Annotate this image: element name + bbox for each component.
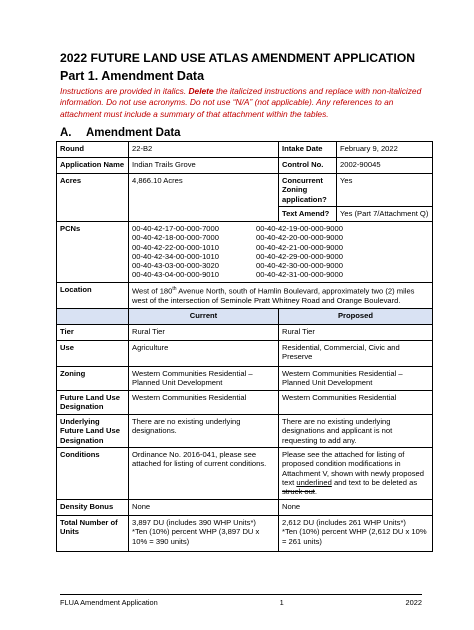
future-land-use-current: Western Communities Residential	[129, 391, 279, 415]
table-row	[57, 325, 433, 341]
section-letter: A.	[60, 127, 72, 139]
pcns-label: PCNs	[57, 222, 129, 283]
footer-left: FLUA Amendment Application	[60, 598, 158, 607]
conditions-current: Ordinance No. 2016-041, please see attached for listing of current conditions.	[129, 448, 279, 500]
conditions-struck: struck out	[282, 487, 315, 497]
pcn-item: 00-40-42-29-00-000-9000	[256, 251, 343, 261]
conditions-underlined: underlined	[296, 477, 332, 487]
concurrent-zoning-value: Yes	[337, 174, 433, 207]
total-units-proposed	[279, 516, 433, 552]
tier-current: Rural Tier	[129, 325, 279, 341]
text-amend-value: Yes (Part 7/Attachment Q)	[337, 207, 433, 222]
proposed-column-header: Proposed	[279, 309, 433, 325]
future-land-use-proposed: Western Communities Residential	[279, 391, 433, 415]
conditions-text-a: Please see the attached for listing of proposed condition modifications in Attachment V, shown with newly proposed text	[282, 450, 424, 487]
header-blank-cell	[57, 309, 129, 325]
round-value: 22-B2	[129, 142, 279, 158]
instructions-post: the italicized instructions and replace with non-italicized information. Do not use acronyms. Do not use “N/A” (not applicable). Any references to an attachment must include a summary of that attachment within the tables.	[60, 86, 422, 119]
location-value	[129, 283, 433, 309]
current-column-header: Current	[129, 309, 279, 325]
table-row	[57, 158, 433, 174]
conditions-text-c: .	[314, 487, 318, 497]
density-bonus-current: None	[129, 500, 279, 516]
page-footer	[60, 594, 422, 607]
use-proposed: Residential, Commercial, Civic and Preserve	[279, 341, 433, 367]
units-current-line: 3,897 DU (includes 390 WHP Units*)	[132, 518, 256, 527]
acres-value: 4,866.10 Acres	[129, 174, 279, 222]
location-text-end: Avenue North, south of Hamlin Boulevard, approximately two (2) miles west of the intersection of Seminole Pratt Whitney Road and Orange Boulevard.	[132, 286, 415, 305]
conditions-text-b: and text to be deleted as	[331, 477, 418, 487]
intake-date-label: Intake Date	[279, 142, 337, 158]
location-superscript: th	[172, 286, 177, 292]
table-row	[57, 174, 433, 207]
table-row	[57, 516, 433, 552]
underlying-flu-label: Underlying Future Land Use Designation	[57, 415, 129, 448]
pcn-item: 00-40-42-20-00-000-9000	[256, 233, 343, 243]
pcn-item: 00-40-42-18-00-000-7000	[132, 233, 219, 243]
table-row	[57, 448, 433, 500]
total-units-label: Total Number of Units	[57, 516, 129, 552]
footer-page-number: 1	[279, 598, 284, 607]
instructions-delete: Delete	[188, 86, 214, 96]
round-label: Round	[57, 142, 129, 158]
table-row	[57, 500, 433, 516]
application-name-label: Application Name	[57, 158, 129, 174]
future-land-use-label: Future Land Use Designation	[57, 391, 129, 415]
tier-proposed: Rural Tier	[279, 325, 433, 341]
pcn-item: 00-40-42-30-00-000-9000	[256, 261, 343, 271]
table-row	[57, 341, 433, 367]
intake-date-value: February 9, 2022	[337, 142, 433, 158]
pcn-item: 00-40-42-22-00-000-1010	[132, 242, 219, 252]
concurrent-zoning-label: Concurrent Zoning application?	[279, 174, 337, 207]
location-text-start: West of 180	[132, 286, 173, 296]
conditions-label: Conditions	[57, 448, 129, 500]
table-row	[57, 283, 433, 309]
zoning-proposed: Western Communities Residential – Planned Unit Development	[279, 367, 433, 391]
table-row	[57, 391, 433, 415]
zoning-label: Zoning	[57, 367, 129, 391]
total-units-current	[129, 516, 279, 552]
pcn-list	[132, 224, 429, 280]
pcn-item: 00-40-43-03-00-000-3020	[132, 261, 219, 271]
amendment-data-table	[56, 141, 433, 552]
footer-year: 2022	[405, 598, 422, 607]
underlying-flu-proposed: There are no existing underlying designations and applicant is not requesting to add any.	[279, 415, 433, 448]
density-bonus-label: Density Bonus	[57, 500, 129, 516]
underlying-flu-current: There are no existing underlying designations.	[129, 415, 279, 448]
instructions-pre: Instructions are provided in italics.	[60, 86, 189, 96]
units-proposed-line: 2,612 DU (includes 261 WHP Units*)	[282, 518, 406, 527]
pcn-item: 00-40-43-04-00-000-9010	[132, 270, 219, 280]
pcns-value	[129, 222, 433, 283]
use-current: Agriculture	[129, 341, 279, 367]
table-row	[57, 222, 433, 283]
tier-label: Tier	[57, 325, 129, 341]
units-current-note: *Ten (10%) percent WHP (3,897 DU x 10% = 390 units)	[132, 527, 260, 546]
location-label: Location	[57, 283, 129, 309]
conditions-proposed	[279, 448, 433, 500]
part-heading: Part 1. Amendment Data	[60, 69, 205, 83]
density-bonus-proposed: None	[279, 500, 433, 516]
acres-label: Acres	[57, 174, 129, 222]
zoning-current: Western Communities Residential – Planned Unit Development	[129, 367, 279, 391]
pcn-item: 00-40-42-19-00-000-9000	[256, 224, 343, 233]
pcn-item: 00-40-42-17-00-000-7000	[132, 224, 219, 233]
document-title: 2022 FUTURE LAND USE ATLAS AMENDMENT APPLICATION	[60, 51, 416, 65]
text-amend-label: Text Amend?	[279, 207, 337, 222]
application-name-value: Indian Trails Grove	[129, 158, 279, 174]
table-row	[57, 367, 433, 391]
section-heading	[60, 127, 181, 139]
table-row	[57, 142, 433, 158]
instructions-text	[60, 86, 430, 120]
control-no-label: Control No.	[279, 158, 337, 174]
pcn-item: 00-40-42-34-00-000-1010	[132, 251, 219, 261]
table-header-row	[57, 309, 433, 325]
table-row	[57, 415, 433, 448]
units-proposed-note: *Ten (10%) percent WHP (2,612 DU x 10% = 261 units)	[282, 527, 427, 546]
control-no-value: 2002-90045	[337, 158, 433, 174]
pcn-item: 00-40-42-31-00-000-9000	[256, 270, 343, 280]
use-label: Use	[57, 341, 129, 367]
pcn-item: 00-40-42-21-00-000-9000	[256, 242, 343, 252]
section-label: Amendment Data	[86, 127, 181, 139]
